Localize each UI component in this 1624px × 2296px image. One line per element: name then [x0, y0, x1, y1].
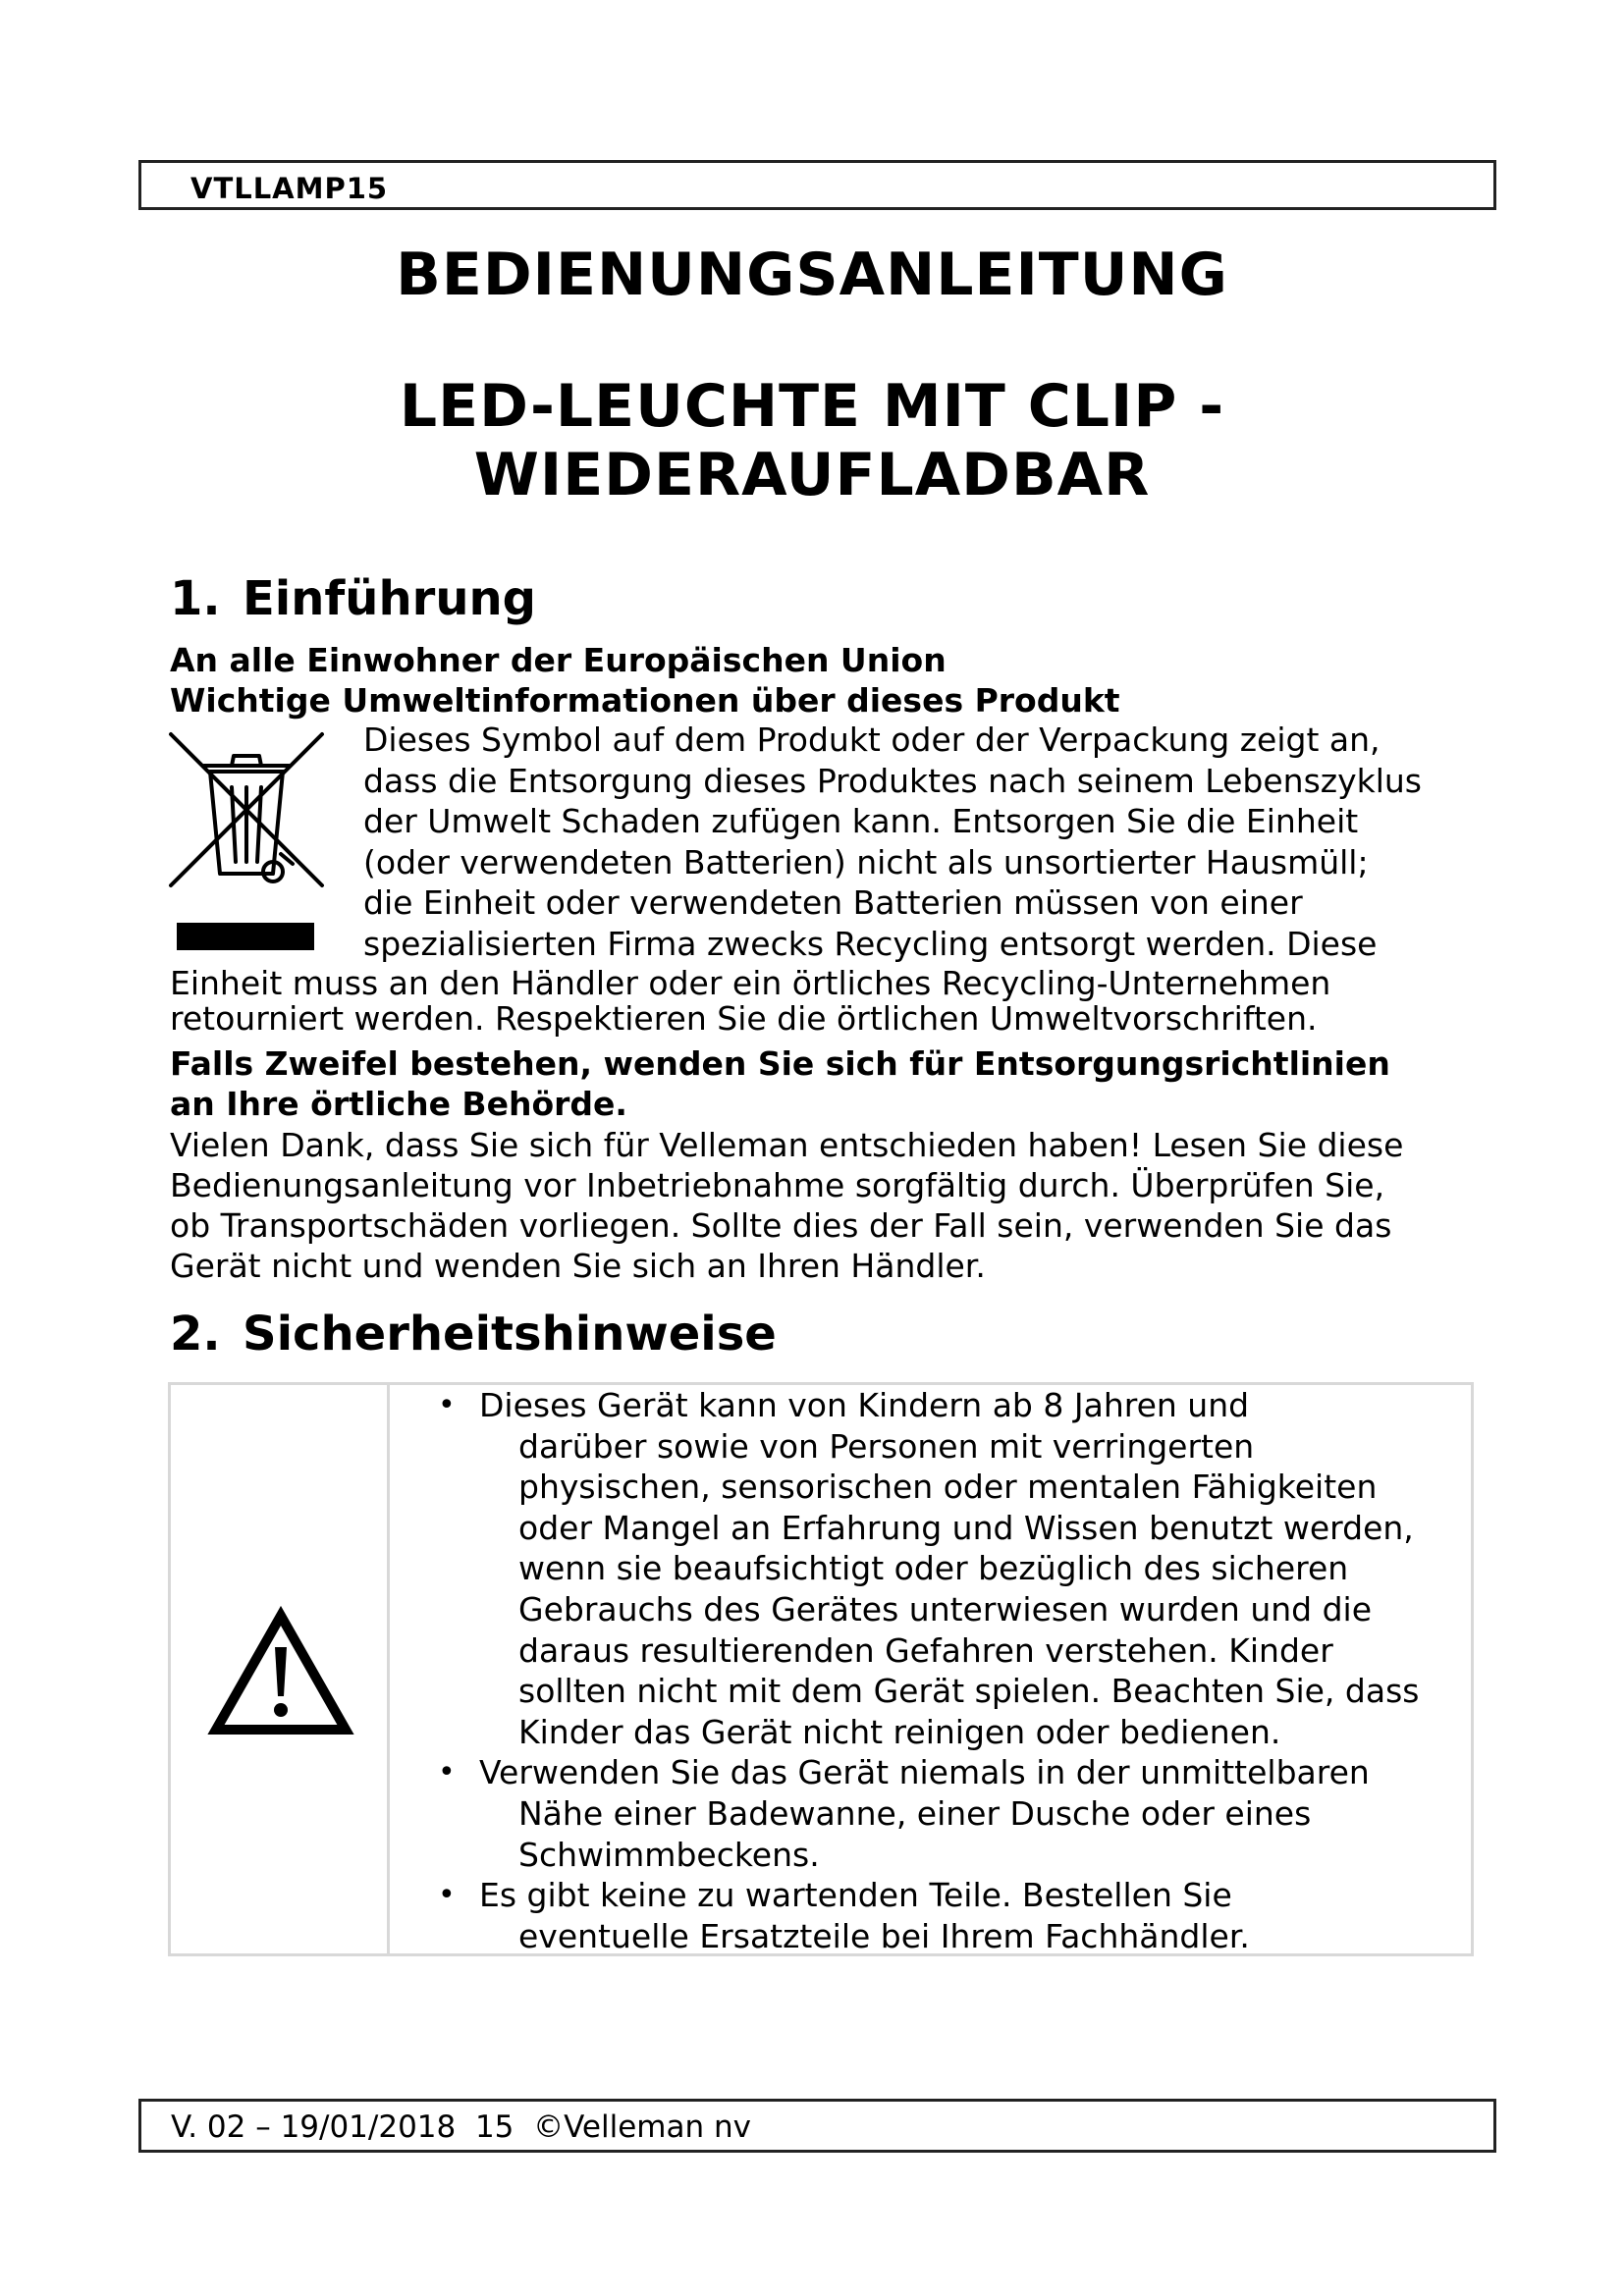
table-divider	[387, 1385, 390, 1953]
bullet-dot: •	[438, 1388, 456, 1422]
disposal-notice	[170, 1043, 1495, 1124]
safety-table	[168, 1382, 1474, 1956]
weee-line: spezialisierten Firma zwecks Recycling entsorgt werden. Diese	[363, 924, 1378, 963]
safety-bullet	[416, 1385, 1457, 1752]
product-title-line1: LED-LEUCHTE MIT CLIP -	[399, 372, 1225, 441]
bullet-line: wenn sie beaufsichtigt oder bezüglich des sicheren	[518, 1549, 1349, 1588]
bullet-line: Schwimmbeckens.	[518, 1835, 820, 1874]
bullet-dot: •	[438, 1755, 456, 1790]
thanks-line: Bedienungsanleitung vor Inbetriebnahme sorgfältig durch. Überprüfen Sie,	[170, 1166, 1385, 1204]
bullet-line: Dieses Gerät kann von Kindern ab 8 Jahren und	[479, 1386, 1250, 1424]
disposal-line: an Ihre örtliche Behörde.	[170, 1085, 627, 1123]
weee-bin-icon	[163, 726, 330, 957]
bullet-line: Kinder das Gerät nicht reinigen oder bedienen.	[518, 1712, 1281, 1751]
bullet-line: eventuelle Ersatzteile bei Ihrem Fachhändler.	[518, 1916, 1250, 1955]
continuation-line: retourniert werden. Respektieren Sie die örtlichen Umweltvorschriften.	[170, 999, 1318, 1038]
safety-list	[416, 1385, 1457, 1956]
bullet-line: Verwenden Sie das Gerät niemals in der unmittelbaren	[479, 1753, 1370, 1792]
footer-box	[138, 2099, 1496, 2153]
bullet-line: physischen, sensorischen oder mentalen Fähigkeiten	[518, 1468, 1378, 1507]
bullet-line: Nähe einer Badewanne, einer Dusche oder eines	[518, 1793, 1312, 1833]
bullet-line: sollten nicht mit dem Gerät spielen. Beachten Sie, dass	[518, 1672, 1420, 1711]
weee-line: dass die Entsorgung dieses Produktes nach seinem Lebenszyklus	[363, 761, 1422, 800]
bullet-dot: •	[438, 1878, 456, 1913]
warning-triangle-icon	[206, 1606, 355, 1739]
header-box	[138, 160, 1496, 210]
section1-number: 1.	[170, 571, 221, 626]
safety-bullet	[416, 1875, 1457, 1956]
bullet-line: daraus resultierenden Gefahren verstehen. Kinder	[518, 1630, 1333, 1670]
section2-title: Sicherheitshinweise	[243, 1307, 777, 1362]
weee-line: Dieses Symbol auf dem Produkt oder der Verpackung zeigt an,	[363, 721, 1380, 759]
continuation-line: Einheit muss an den Händler oder ein örtliches Recycling-Unternehmen	[170, 964, 1331, 1002]
thanks-line: Vielen Dank, dass Sie sich für Velleman entschieden haben! Lesen Sie diese	[170, 1126, 1404, 1164]
bullet-line: Es gibt keine zu wartenden Teile. Bestellen Sie	[479, 1876, 1232, 1915]
section2-number: 2.	[170, 1307, 221, 1362]
section1-heading	[170, 571, 537, 626]
weee-line: (oder verwendeten Batterien) nicht als unsortierter Hausmüll;	[363, 842, 1369, 881]
section1-title: Einführung	[243, 571, 537, 626]
model-number: VTLLAMP15	[190, 172, 389, 205]
footer-text: V. 02 – 19/01/2018 15 ©Velleman nv	[171, 2109, 751, 2145]
manual-title: BEDIENUNGSANLEITUNG	[396, 240, 1228, 309]
section1-subheading1: An alle Einwohner der Europäischen Union	[170, 641, 947, 679]
thanks-paragraph	[170, 1125, 1495, 1286]
section2-heading	[170, 1307, 777, 1362]
bullet-line: darüber sowie von Personen mit verringerten	[518, 1426, 1255, 1466]
weee-line: der Umwelt Schaden zufügen kann. Entsorgen Sie die Einheit	[363, 802, 1359, 840]
bullet-line: Gebrauchs des Gerätes unterwiesen wurden und die	[518, 1589, 1373, 1629]
product-title-line2: WIEDERAUFLADBAR	[473, 441, 1151, 509]
thanks-line: Gerät nicht und wenden Sie sich an Ihren Händler.	[170, 1247, 986, 1285]
weee-paragraph	[363, 720, 1492, 964]
weee-line: die Einheit oder verwendeten Batterien müssen von einer	[363, 883, 1303, 922]
bullet-line: oder Mangel an Erfahrung und Wissen benutzt werden,	[518, 1508, 1414, 1547]
thanks-line: ob Transportschäden vorliegen. Sollte dies der Fall sein, verwenden Sie das	[170, 1206, 1392, 1245]
safety-bullet	[416, 1752, 1457, 1875]
disposal-line: Falls Zweifel bestehen, wenden Sie sich für Entsorgungsrichtlinien	[170, 1044, 1390, 1083]
section1-subheading2: Wichtige Umweltinformationen über dieses Produkt	[170, 681, 1120, 720]
weee-continuation	[170, 966, 1495, 1037]
